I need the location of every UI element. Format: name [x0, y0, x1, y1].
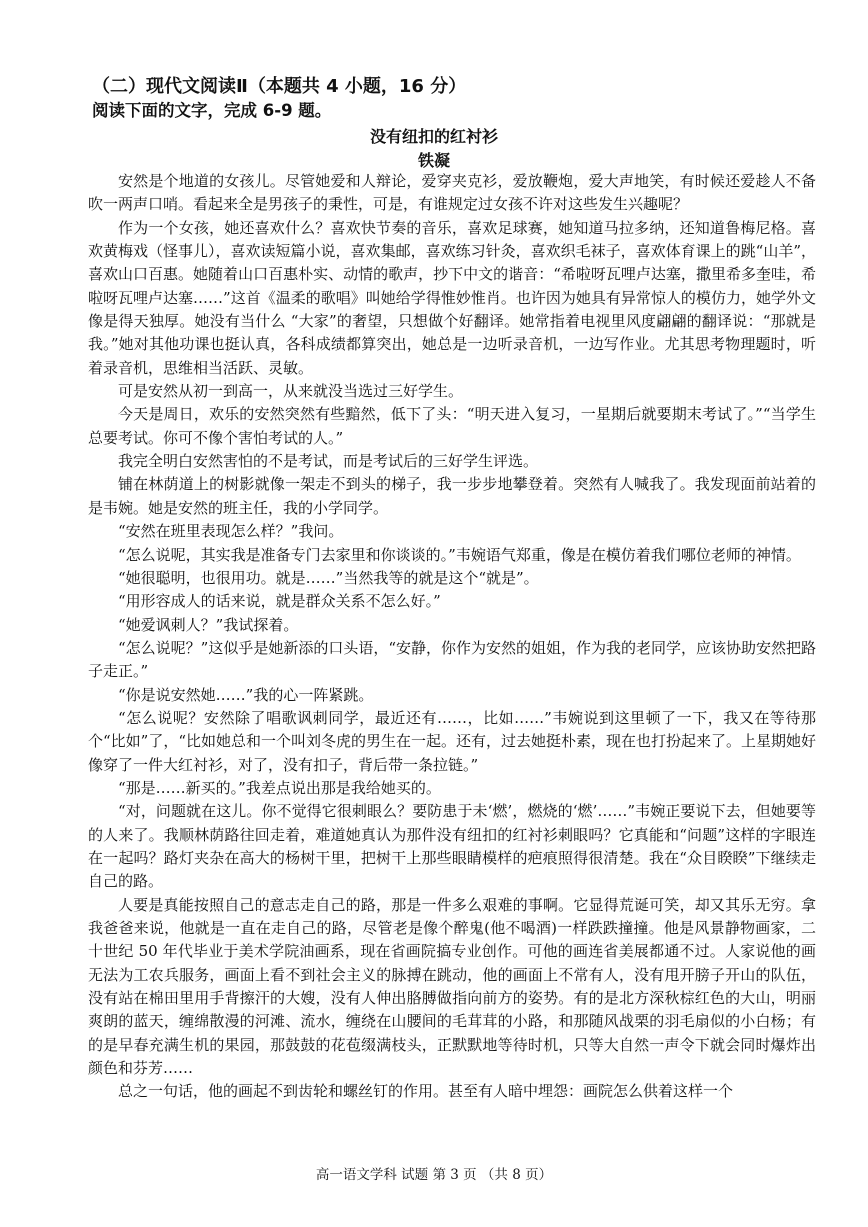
paragraph: “用形容成人的话来说，就是群众关系不怎么好。”: [118, 592, 441, 611]
paragraph: “安然在班里表现怎么样？”我问。: [118, 522, 344, 541]
article-body: [88, 170, 816, 1104]
paragraph: “她很聪明，也很用功。就是……”当然我等的就是这个“就是”。: [118, 568, 539, 587]
paragraph: 铺在林荫道上的树影就像一架走不到头的梯子，我一步步地攀登着。突然有人喊我了。我发现面前站着的是韦婉。她是安然的班主任，我的小学同学。: [88, 475, 816, 517]
paragraph: 人要是真能按照自己的意志走自己的路，那是一件多么艰难的事啊。它显得荒诞可笑，却又其乐无穷。拿我爸爸来说，他就是一直在走自己的路，尽管老是像个醉鬼(他不喝酒)一样跌跌撞撞。他是风景静物画家，二十世纪 50 年代毕业于美术学院油画系，现在省画院搞专业创作。可他的画连省美展都通不过。人家说他的画无法为工农兵服务，画面上看不到社会主义的脉搏在跳动，他的画面上不常有人，没有甩开膀子开山的队伍，没有站在棉田里用手背擦汗的大嫂，没有人伸出胳膊做指向前方的姿势。有的是北方深秋棕红色的大山，明丽爽朗的蓝天，缠绵散漫的河滩、流水，缠绕在山腰间的毛茸茸的小路，和那随风战栗的羽毛扇似的小白杨；有的是早春充满生机的果园，那鼓鼓的花苞缀满枝头，正默默地等待时机，只等大自然一声令下就会同时爆炸出颜色和芬芳……: [88, 895, 816, 1078]
paragraph: 我完全明白安然害怕的不是考试，而是考试后的三好学生评选。: [118, 452, 539, 471]
paragraph: “怎么说呢？”这似乎是她新添的口头语，“安静，你作为安然的姐姐，作为我的老同学，应该协助安然把路子走正。”: [88, 638, 817, 681]
paragraph: “怎么说呢？安然除了唱歌讽刺同学，最近还有……，比如……”韦婉说到这里顿了一下，我又在等待那个“比如”了，“比如她总和一个叫刘冬虎的男生在一起。还有，过去她挺朴素，现在也打扮起来了。上星期她好像穿了一件大红衬衫，对了，没有扣子，背后带一条拉链。”: [88, 708, 817, 774]
section-title: （二）现代文阅读Ⅱ（本题共 4 小题，16 分）: [92, 76, 467, 97]
page-footer: 高一语文学科 试题 第 3 页 （共 8 页）: [315, 1167, 553, 1183]
paragraph: “她爱讽刺人？”我试探着。: [118, 615, 299, 634]
article-author: 铁凝: [417, 151, 450, 170]
paragraph: “对，问题就在这儿。你不觉得它很刺眼么？要防患于未‘燃’，燃烧的‘燃’……”韦婉正要说下去，但她要等的人来了。我顺林荫路往回走着，难道她真认为那件没有纽扣的红衬衫刺眼吗？它真能和“问题”这样的字眼连在一起吗？路灯夹杂在高大的杨树干里，把树干上那些眼睛模样的疤痕照得很清楚。我在“众目睽睽”下继续走自己的路。: [88, 802, 816, 891]
paragraph: “怎么说呢，其实我是准备专门去家里和你谈谈的。”韦婉语气郑重，像是在模仿着我们哪位老师的神情。: [118, 545, 801, 564]
article-title: 没有纽扣的红衬衫: [369, 127, 498, 146]
paragraph: 可是安然从初一到高一，从来就没当选过三好学生。: [118, 382, 464, 401]
paragraph: 安然是个地道的女孩儿。尽管她爱和人辩论，爱穿夹克衫，爱放鞭炮，爱大声地笑，有时候还爱趁人不备吹一两声口哨。看起来全是男孩子的秉性，可是，有谁规定过女孩不许对这些发生兴趣呢？: [88, 172, 816, 214]
paragraph: 作为一个女孩，她还喜欢什么？喜欢快节奏的音乐，喜欢足球赛，她知道马拉多纳，还知道鲁梅尼格。喜欢黄梅戏（怪事儿），喜欢读短篇小说，喜欢集邮，喜欢练习针灸，喜欢织毛袜子，喜欢体育课上的跳“山羊”，喜欢山口百惠。她随着山口百惠朴实、动情的歌声，抄下中文的谐音：“希啦呀瓦哩卢达塞，撒里希多奎哇，希啦呀瓦哩卢达塞……”这首《温柔的歌唱》叫她给学得惟妙惟肖。也许因为她具有异常惊人的模仿力，她学外文像是得天独厚。她没有当什么 “大家”的奢望，只想做个好翻译。她常指着电视里风度翩翩的翻译说：“那就是我。”她对其他功课也挺认真，各科成绩都算突出，她总是一边听录音机，一边写作业。尤其思考物理题时，听着录音机，思维相当活跃、灵敏。: [88, 218, 816, 377]
paragraph: 今天是周日，欢乐的安然突然有些黯然，低下了头：“明天进入复习，一星期后就要期末考试了。”“当学生总要考试。你可不像个害怕考试的人。”: [88, 405, 816, 447]
reading-instruction: 阅读下面的文字，完成 6-9 题。: [92, 101, 332, 120]
paragraph: “你是说安然她……”我的心一阵紧跳。: [118, 685, 374, 704]
paragraph: 总之一句话，他的画起不到齿轮和螺丝钉的作用。甚至有人暗中埋怨：画院怎么供着这样一个: [118, 1082, 734, 1101]
paragraph: “那是……新买的。”我差点说出那是我给她买的。: [118, 778, 441, 797]
